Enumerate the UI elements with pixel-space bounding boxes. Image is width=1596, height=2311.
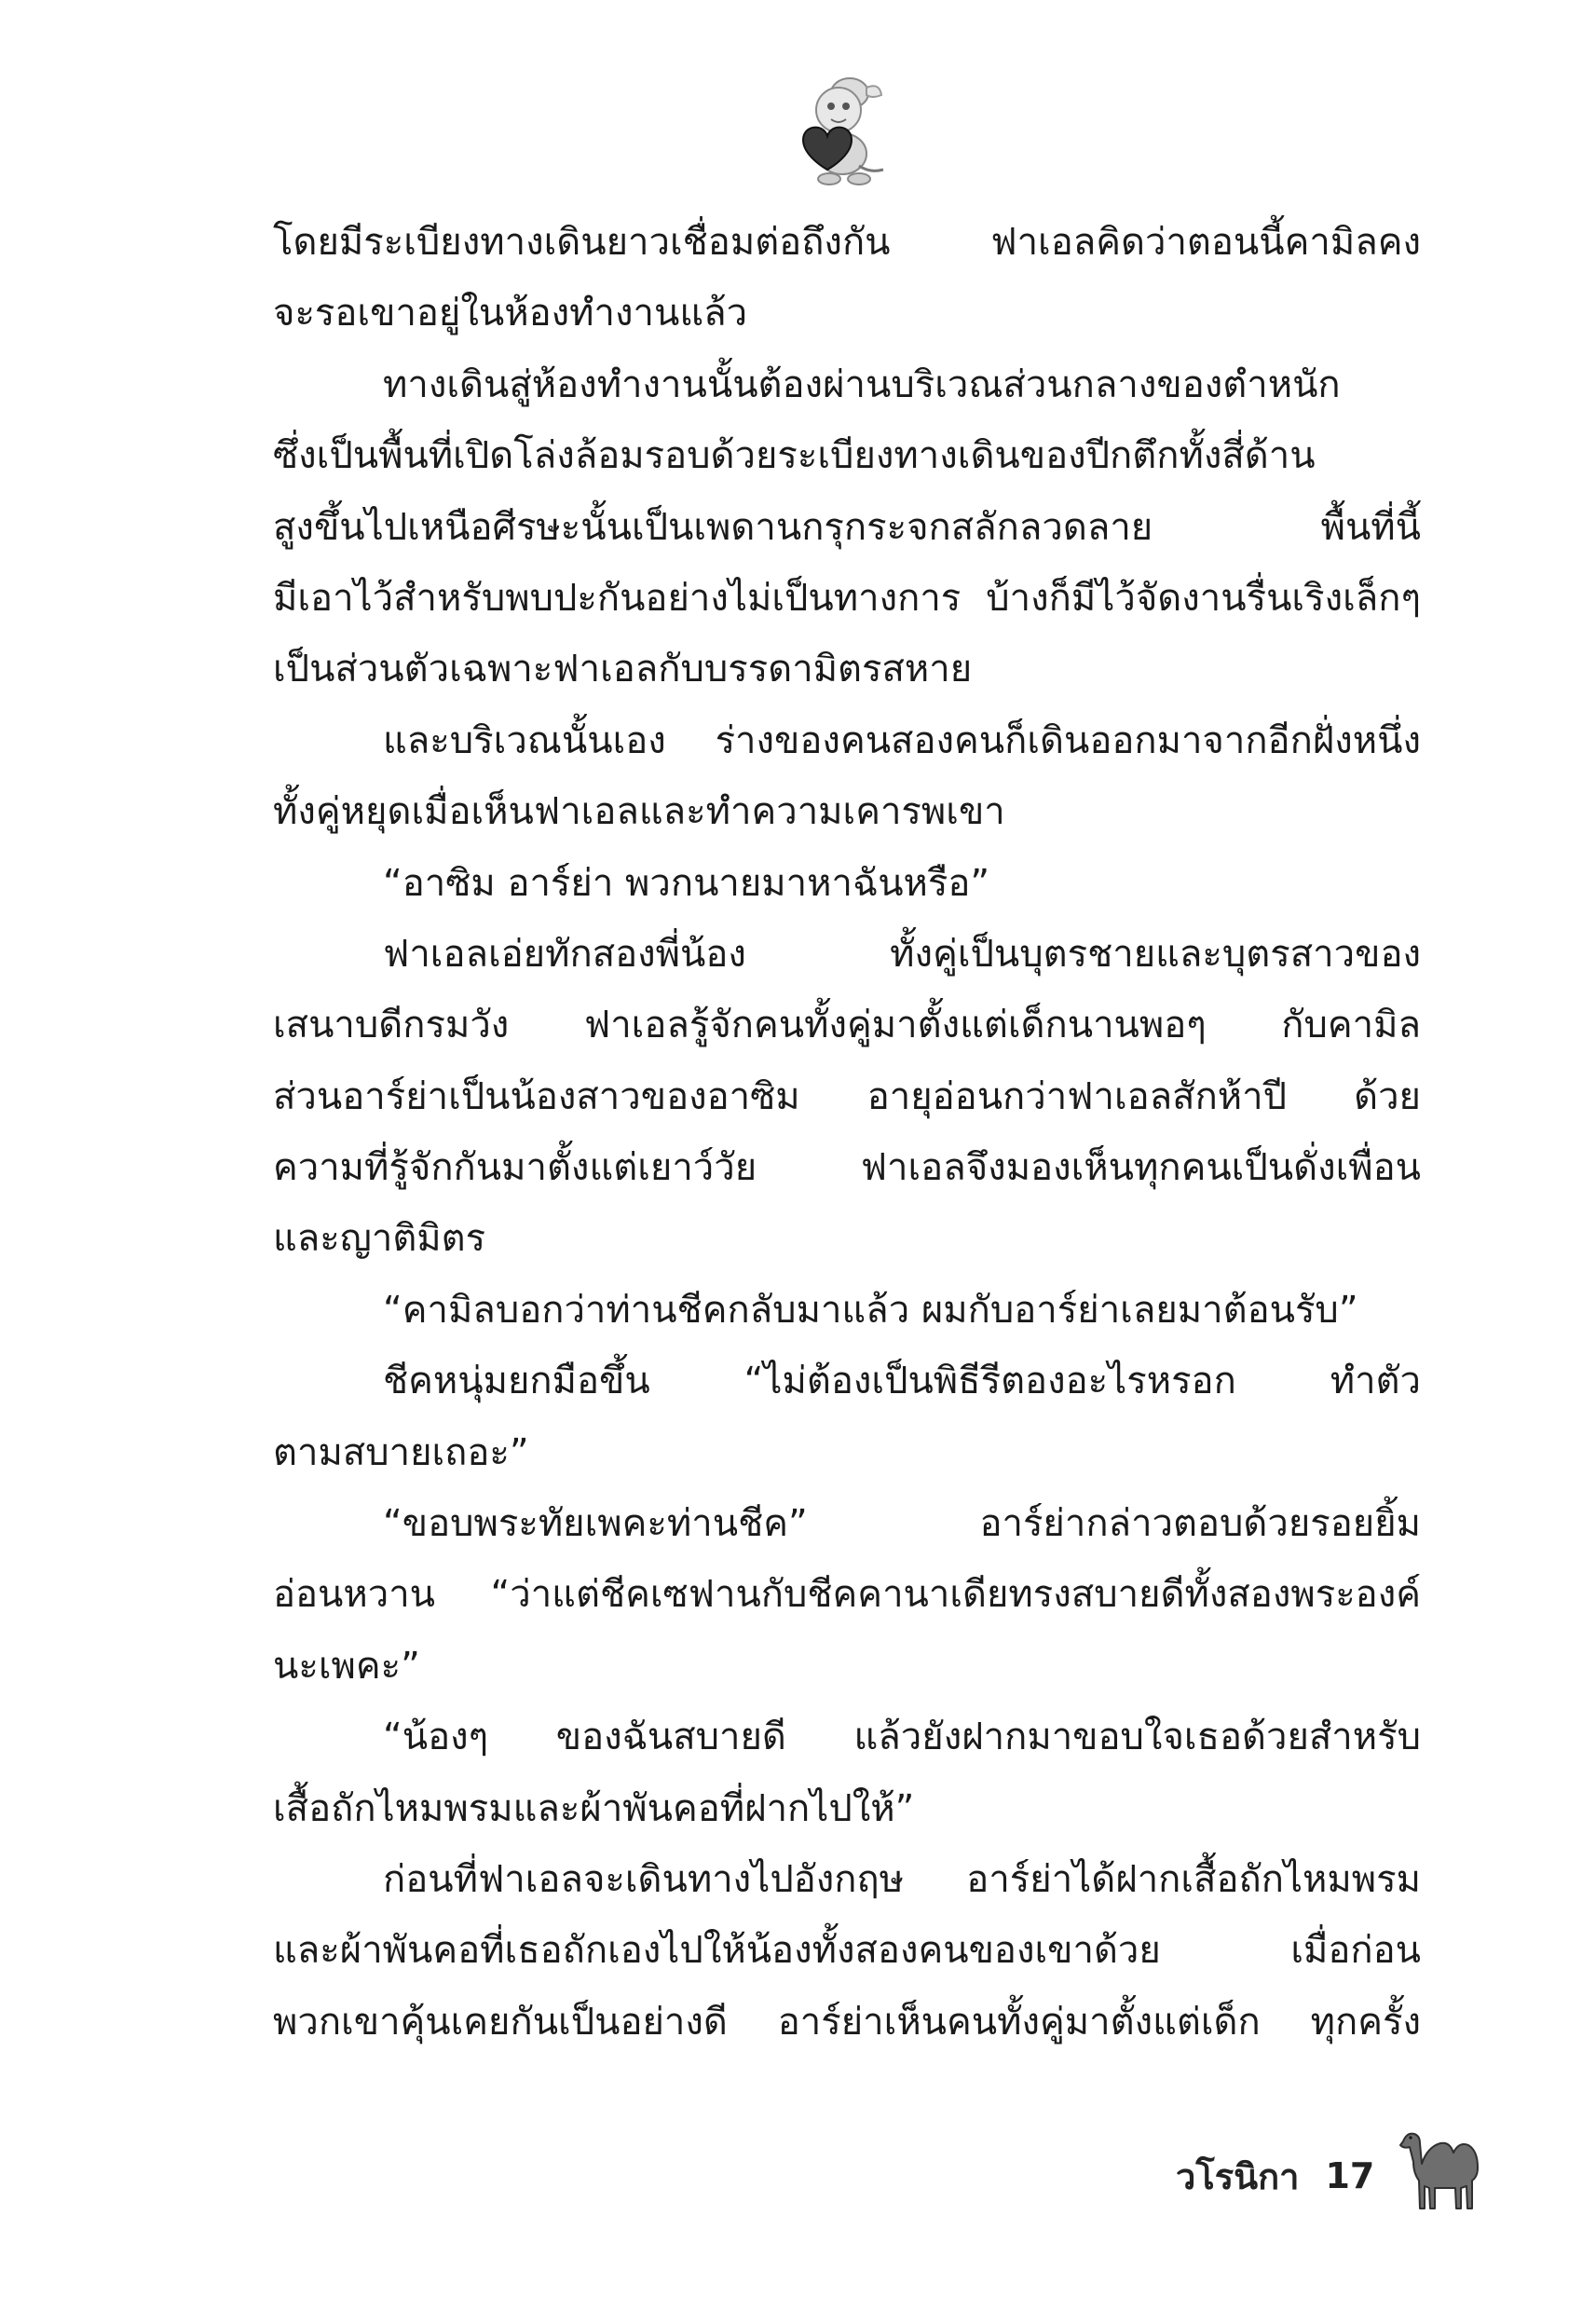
text-line: และบริเวณนั้นเอง ร่างของคนสองคนก็เดินออกมาจากอีกฝั่งหนึ่ง xyxy=(383,718,1421,762)
text-line: ความที่รู้จักกันมาตั้งแต่เยาว์วัย ฟาเอลจึงมองเห็นทุกคนเป็นดั่งเพื่อน xyxy=(273,1146,1421,1190)
text-line: โดยมีระเบียงทางเดินยาวเชื่อมต่อถึงกัน ฟาเอลคิดว่าตอนนี้คามิลคง xyxy=(273,221,1421,264)
text-line: “อาซิม อาร์ย่า พวกนายมาหาฉันหรือ” xyxy=(383,861,990,905)
text-line: ก่อนที่ฟาเอลจะเดินทางไปอังกฤษ อาร์ย่าได้ฝากเสื้อถักไหมพรม xyxy=(383,1857,1421,1901)
camel-icon xyxy=(1398,2123,1491,2211)
text-line: ชีคหนุ่มยกมือขึ้น “ไม่ต้องเป็นพิธีรีตองอะไรหรอก ทำตัว xyxy=(383,1360,1421,1403)
text-line: เป็นส่วนตัวเฉพาะฟาเอลกับบรรดามิตรสหาย xyxy=(273,648,973,691)
text-line: และญาติมิตร xyxy=(273,1217,486,1261)
running-title: วโรนิกา xyxy=(1176,2155,1300,2197)
text-line: สูงขึ้นไปเหนือศีรษะนั้นเป็นเพดานกรุกระจกสลักลวดลาย พื้นที่นี้ xyxy=(273,505,1421,549)
text-line: ทั้งคู่หยุดเมื่อเห็นฟาเอลและทำความเคารพเขา xyxy=(273,790,1005,834)
text-line: นะเพคะ” xyxy=(273,1644,420,1688)
text-line: ฟาเอลเอ่ยทักสองพี่น้อง ทั้งคู่เป็นบุตรชายและบุตรสาวของ xyxy=(383,932,1421,976)
body-text xyxy=(273,207,1421,2058)
text-line: มีเอาไว้สำหรับพบปะกันอย่างไม่เป็นทางการ บ้างก็มีไว้จัดงานรื่นเริงเล็กๆ xyxy=(273,576,1421,620)
text-line: ทางเดินสู่ห้องทำงานนั้นต้องผ่านบริเวณส่วนกลางของตำหนัก xyxy=(383,362,1341,406)
text-line: ซึ่งเป็นพื้นที่เปิดโล่งล้อมรอบด้วยระเบียงทางเดินของปีกตึกทั้งสี่ด้าน xyxy=(273,434,1316,478)
cupid-with-heart-icon xyxy=(784,65,887,186)
text-line: และผ้าพันคอที่เธอถักเองไปให้น้องทั้งสองคนของเขาด้วย เมื่อก่อน xyxy=(273,1929,1421,1973)
page-number: 17 xyxy=(1325,2155,1375,2196)
text-line: เสนาบดีกรมวัง ฟาเอลรู้จักคนทั้งคู่มาตั้งแต่เด็กนานพอๆ กับคามิล xyxy=(273,1004,1421,1047)
text-line: ส่วนอาร์ย่าเป็นน้องสาวของอาซิม อายุอ่อนกว่าฟาเอลสักห้าปี ด้วย xyxy=(273,1074,1421,1118)
page-footer xyxy=(1176,2148,1374,2204)
text-line: อ่อนหวาน “ว่าแต่ชีคเซฟานกับชีคคานาเดียทรงสบายดีทั้งสองพระองค์ xyxy=(273,1573,1421,1617)
text-line: “ขอบพระทัยเพคะท่านชีค” อาร์ย่ากล่าวตอบด้วยรอยยิ้ม xyxy=(383,1502,1421,1546)
text-line: พวกเขาคุ้นเคยกันเป็นอย่างดี อาร์ย่าเห็นคนทั้งคู่มาตั้งแต่เด็ก ทุกครั้ง xyxy=(273,2000,1421,2044)
text-line: เสื้อถักไหมพรมและผ้าพันคอที่ฝากไปให้” xyxy=(273,1786,915,1830)
text-line: ตามสบายเถอะ” xyxy=(273,1430,529,1474)
text-line: “น้องๆ ของฉันสบายดี แล้วยังฝากมาขอบใจเธอด้วยสำหรับ xyxy=(383,1716,1421,1759)
text-line: “คามิลบอกว่าท่านชีคกลับมาแล้ว ผมกับอาร์ย่าเลยมาต้อนรับ” xyxy=(383,1288,1358,1332)
text-line: จะรอเขาอยู่ในห้องทำงานแล้ว xyxy=(273,292,748,335)
